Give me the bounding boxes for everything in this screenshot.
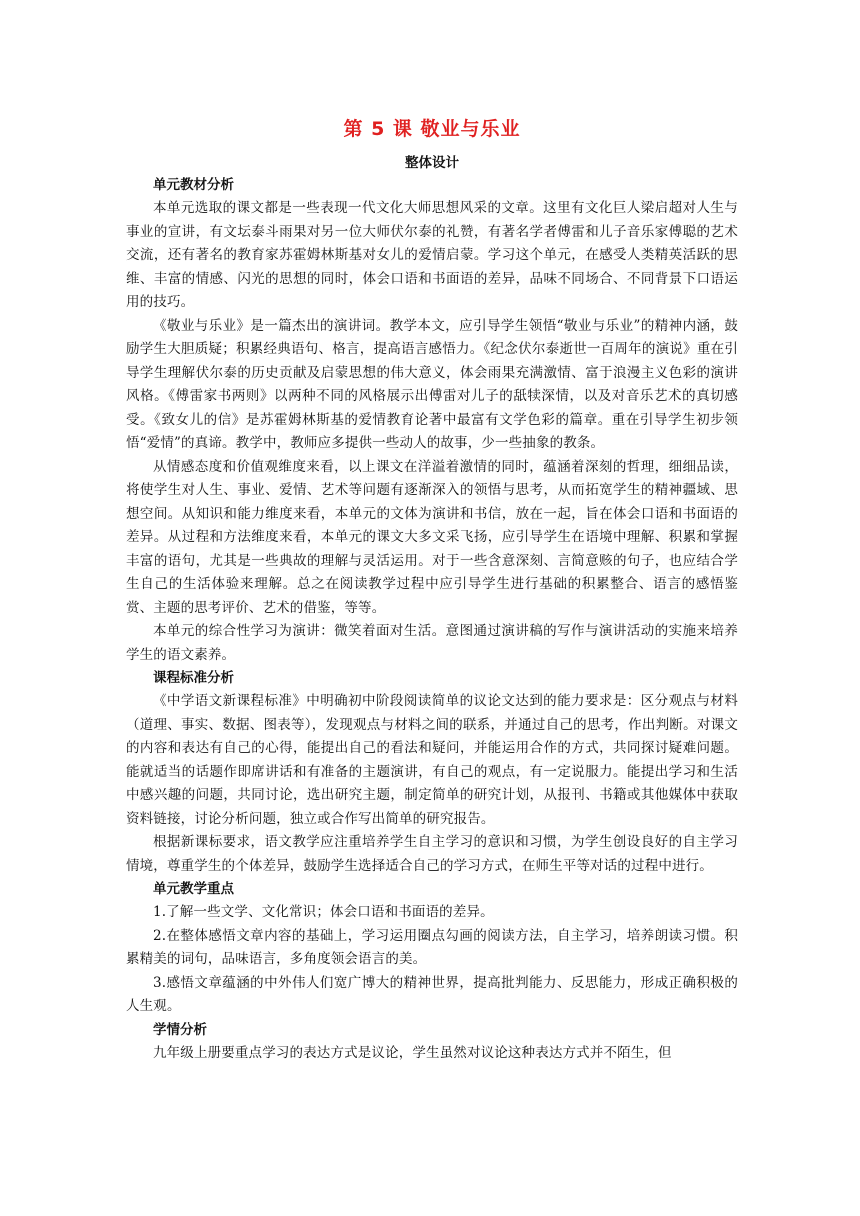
paragraph: 根据新课标要求，语文教学应注重培养学生自主学习的意识和习惯，为学生创设良好的自主学习情境，尊重学生的个体差异，鼓励学生选择适合自己的学习方式，在师生平等对话的过程中进行。 <box>126 834 738 874</box>
paragraph: 本单元的综合性学习为演讲：微笑着面对生活。意图通过演讲稿的写作与演讲活动的实施来培养学生的语文素养。 <box>126 623 738 663</box>
section-learner-analysis <box>126 1019 738 1066</box>
section-unit-teaching-focus <box>126 878 738 1019</box>
paragraph: 《中学语文新课程标准》中明确初中阶段阅读简单的议论文达到的能力要求是：区分观点与材料（道理、事实、数据、图表等），发现观点与材料之间的联系，并通过自己的思考，作出判断。对课文的内容和表达有自己的心得，能提出自己的看法和疑问，并能运用合作的方式，共同探讨疑难问题。能就适当的话题作即席讲话和有准备的主题演讲，有自己的观点，有一定说服力。能提出学习和生活中感兴趣的问题，共同讨论，选出研究主题，制定简单的研究计划，从报刊、书籍或其他媒体中获取资料链接，讨论分析问题，独立或合作写出简单的研究报告。 <box>126 693 738 827</box>
paragraph: 本单元选取的课文都是一些表现一代文化大师思想风采的文章。这里有文化巨人梁启超对人生与事业的宣讲，有文坛泰斗雨果对另一位大师伏尔泰的礼赞，有著名学者傅雷和儿子音乐家傅聪的艺术交流，还有著名的教育家苏霍姆林斯基对女儿的爱情启蒙。学习这个单元，在感受人类精英活跃的思维、丰富的情感、闪光的思想的同时，体会口语和书面语的差异，品味不同场合、不同背景下口语运用的技巧。 <box>126 200 738 310</box>
section-unit-material-analysis <box>126 174 738 667</box>
section-heading: 单元教材分析 <box>153 177 234 193</box>
section-curriculum-standard-analysis <box>126 667 738 878</box>
lesson-title: 第 5 课 敬业与乐业 <box>343 118 521 140</box>
section-heading: 单元教学重点 <box>153 881 234 897</box>
section-heading: 学情分析 <box>153 1021 207 1038</box>
paragraph: 《敬业与乐业》是一篇杰出的演讲词。教学本文，应引导学生领悟“敬业与乐业”的精神内涵，鼓励学生大胆质疑；积累经典语句、格言，提高语言感悟力。《纪念伏尔泰逝世一百周年的演说》重在引导学生理解伏尔泰的历史贡献及启蒙思想的伟大意义，体会雨果充满激情、富于浪漫主义色彩的演讲风格。《傅雷家书两则》以两种不同的风格展示出傅雷对儿子的舐犊深情，以及对音乐艺术的真切感受。《致女儿的信》是苏霍姆林斯基的爱情教育论著中最富有文学色彩的篇章。重在引导学生初步领悟“爱情”的真谛。教学中，教师应多提供一些动人的故事，少一些抽象的教条。 <box>126 317 738 451</box>
section-heading: 课程标准分析 <box>153 670 234 686</box>
list-item: 1.了解一些文学、文化常识；体会口语和书面语的差异。 <box>153 904 494 920</box>
list-item: 3.感悟文章蕴涵的中外伟人们宽广博大的精神世界，提高批判能力、反思能力，形成正确积极的人生观。 <box>126 974 738 1014</box>
design-subtitle: 整体设计 <box>405 155 459 171</box>
paragraph: 九年级上册要重点学习的表达方式是议论，学生虽然对议论这种表达方式并不陌生，但 <box>153 1044 672 1061</box>
paragraph: 从情感态度和价值观维度来看，以上课文在洋溢着激情的同时，蕴涵着深刻的哲理，细细品读，将使学生对人生、事业、爱情、艺术等问题有逐渐深入的领悟与思考，从而拓宽学生的精神疆域、思想空间。从知识和能力维度来看，本单元的文体为演讲和书信，放在一起，旨在体会口语和书面语的差异。从过程和方法维度来看，本单元的课文大多文采飞扬，应引导学生在语境中理解、积累和掌握丰富的语句，尤其是一些典故的理解与灵活运用。对于一些含意深刻、言简意赅的句子，也应结合学生自己的生活体验来理解。总之在阅读教学过程中应引导学生进行基础的积累整合、语言的感悟鉴赏、主题的思考评价、艺术的借鉴，等等。 <box>126 458 738 616</box>
list-item: 2.在整体感悟文章内容的基础上，学习运用圈点勾画的阅读方法，自主学习，培养朗读习惯。积累精美的词句，品味语言，多角度领会语言的美。 <box>126 927 738 967</box>
